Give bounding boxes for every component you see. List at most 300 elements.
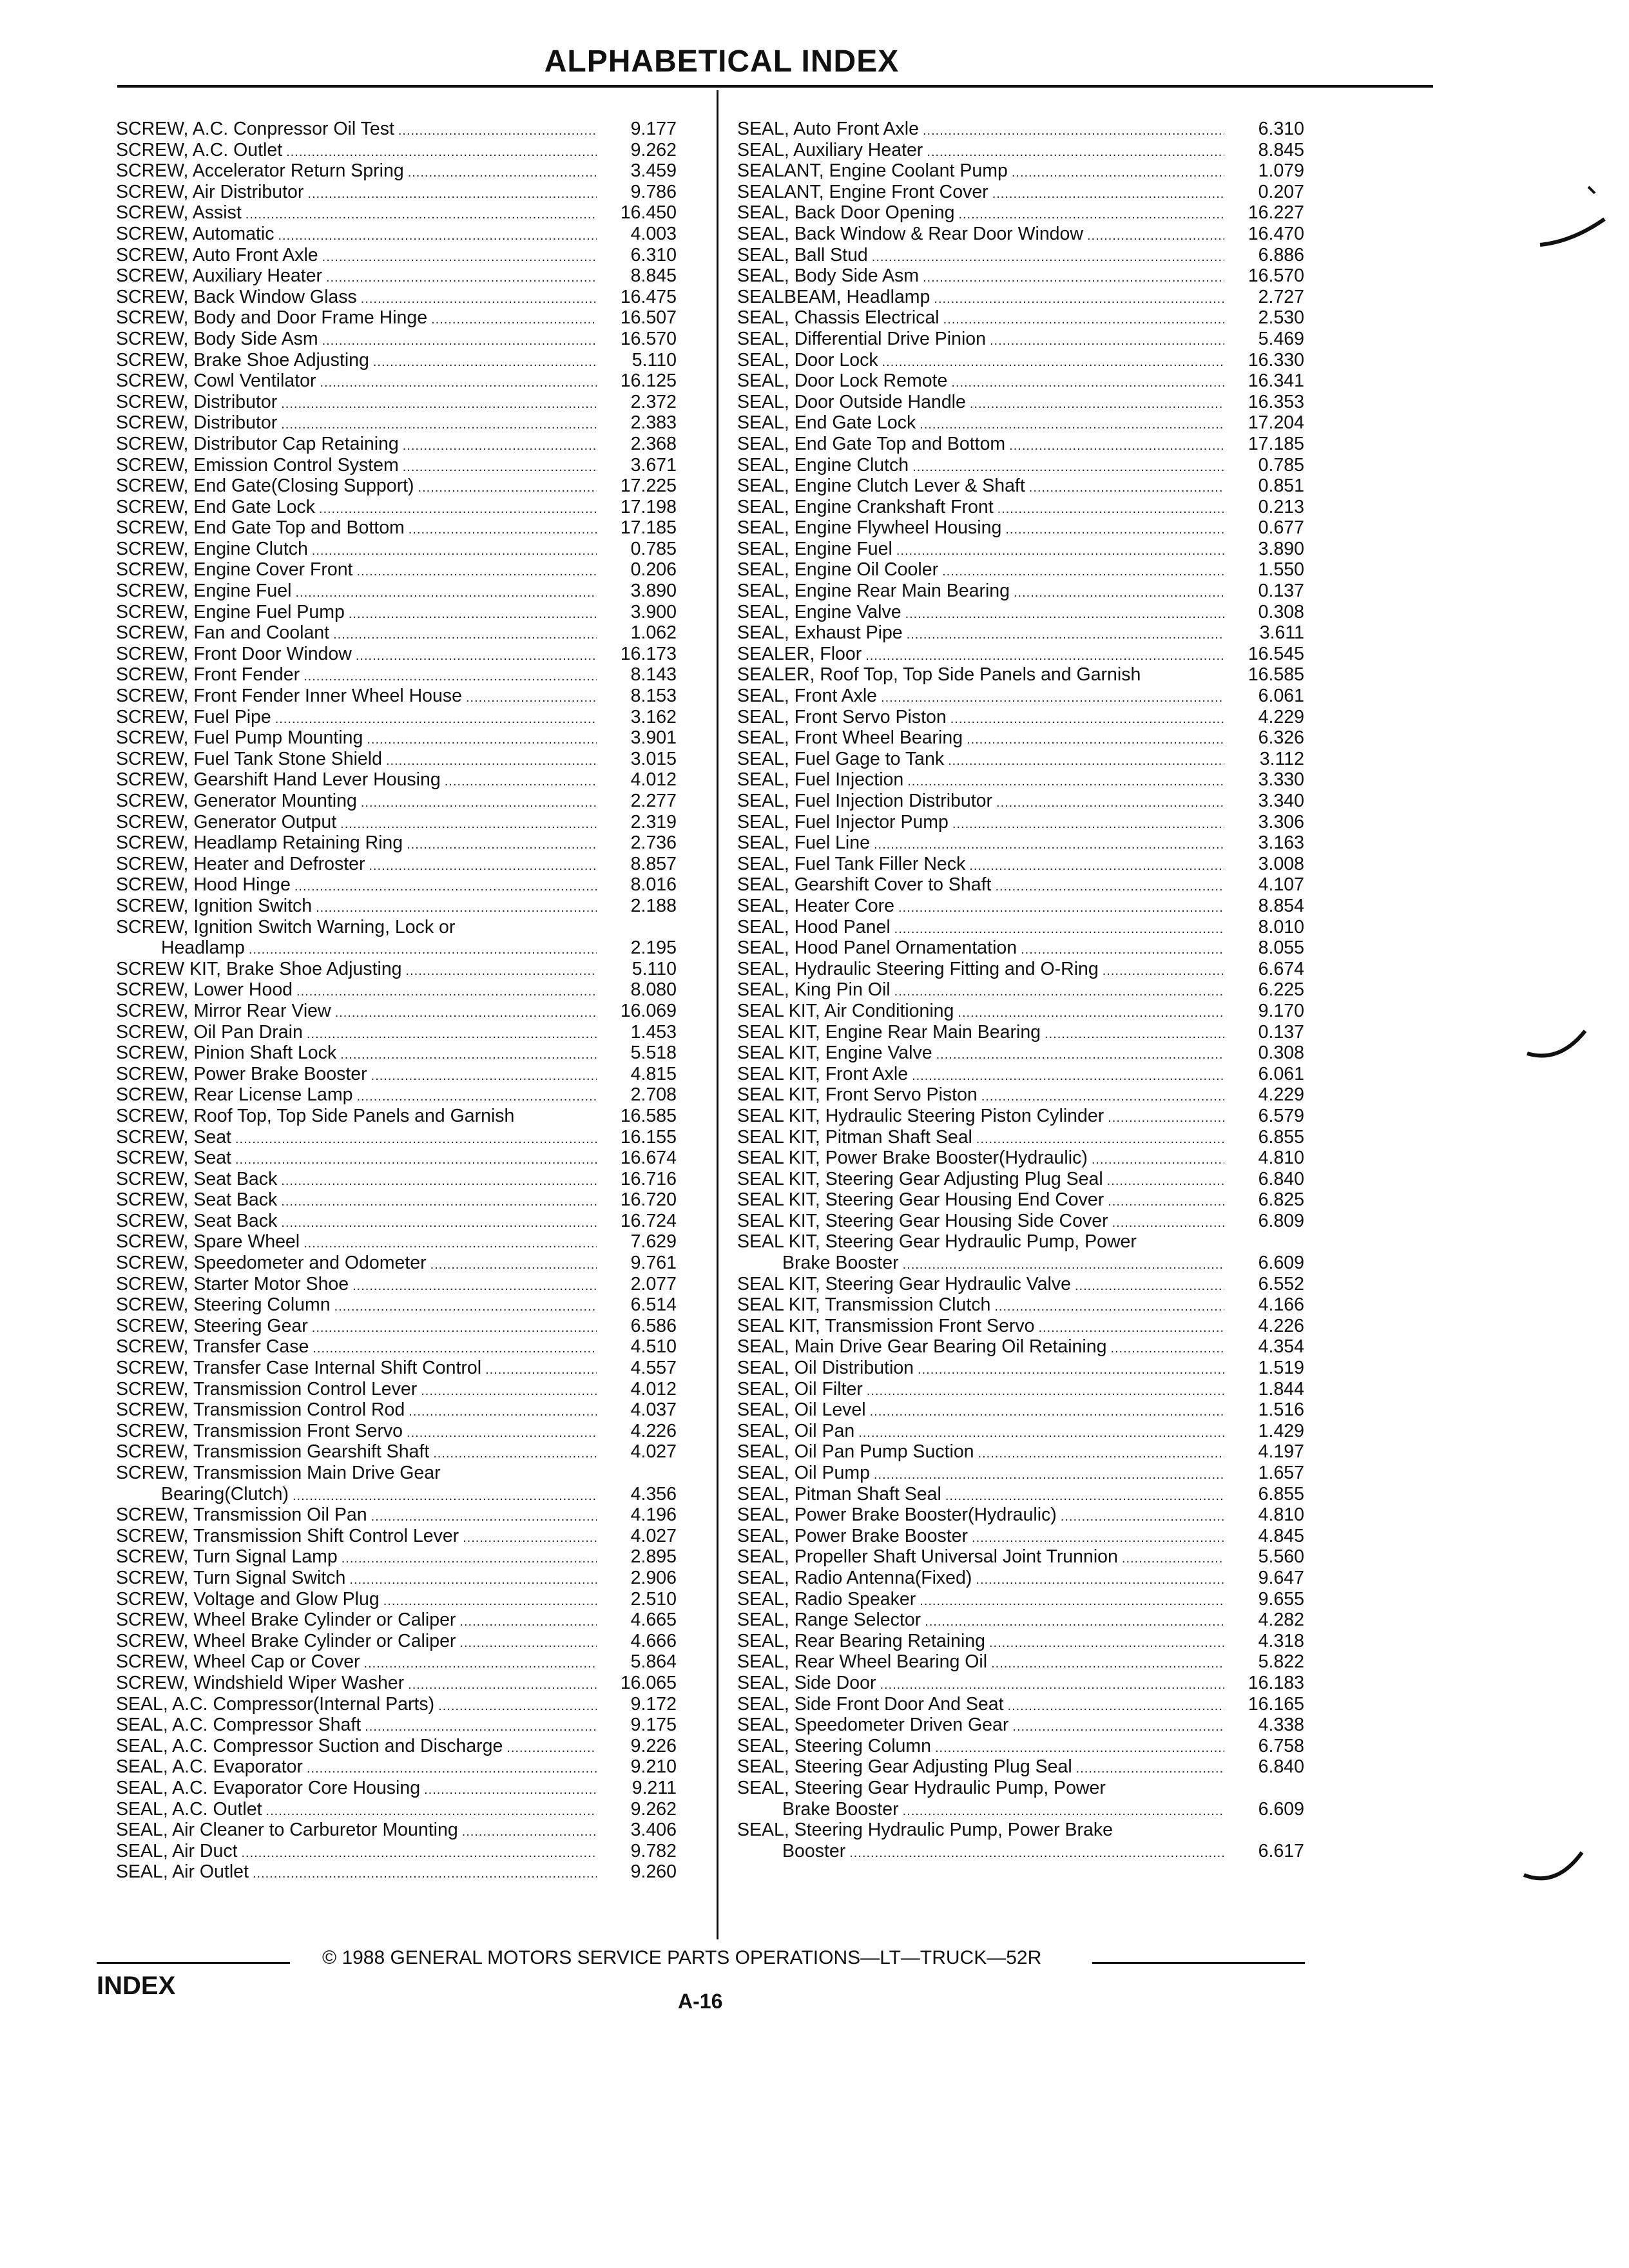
index-entry	[116, 329, 677, 350]
index-entry	[737, 224, 1304, 245]
leader-dots	[1112, 1213, 1224, 1234]
entry-page-number: 16.165	[1248, 1693, 1304, 1715]
entry-name: SEAL KIT, Steering Gear Adjusting Plug Seal	[737, 1168, 1103, 1189]
entry-name: SEAL, Oil Filter	[737, 1378, 863, 1399]
entry-name: SCREW, Transmission Oil Pan	[116, 1504, 367, 1526]
entry-name: SEAL, Oil Pan Pump Suction	[737, 1441, 974, 1463]
index-entry	[737, 1568, 1304, 1589]
leader-dots	[421, 1381, 597, 1402]
title-rule	[117, 85, 1433, 88]
leader-dots	[958, 1003, 1224, 1024]
entry-name: SEAL, Pitman Shaft Seal	[737, 1483, 941, 1504]
leader-dots	[958, 204, 1224, 226]
leader-dots	[858, 1423, 1224, 1444]
page-number: A-16	[678, 1990, 723, 2013]
leader-dots	[304, 1233, 597, 1254]
leader-dots	[903, 1254, 1224, 1276]
index-entry	[737, 832, 1304, 854]
leader-dots	[923, 120, 1224, 142]
index-entry	[737, 1379, 1304, 1400]
entry-name: Headlamp	[161, 937, 245, 959]
leader-dots	[1012, 162, 1224, 184]
entry-name: SCREW, Mirror Rear View	[116, 1000, 331, 1021]
index-entry	[116, 1756, 677, 1778]
leader-dots	[920, 414, 1224, 436]
entry-page-number: 4.338	[1258, 1715, 1304, 1736]
leader-dots	[418, 477, 597, 499]
index-entry	[116, 1001, 677, 1022]
index-entry	[116, 664, 677, 686]
index-entry	[737, 1169, 1304, 1190]
entry-name: SEAL, Air Duct	[116, 1840, 238, 1861]
entry-name: SEAL, Engine Rear Main Bearing	[737, 581, 1010, 602]
entry-page-number: 4.027	[630, 1441, 677, 1463]
entry-name: SCREW, Distributor	[116, 391, 278, 412]
leader-dots	[356, 561, 597, 582]
entry-name: SCREW, Wheel Brake Cylinder or Caliper	[116, 1630, 456, 1651]
entry-name: SCREW, Transmission Main Drive Gear	[116, 1463, 441, 1483]
entry-page-number: 2.510	[630, 1588, 677, 1610]
entry-name: SEAL KIT, Steering Gear Hydraulic Pump, Power	[737, 1231, 1137, 1253]
index-entry	[737, 1526, 1304, 1547]
index-entry	[116, 1504, 677, 1526]
entry-page-number: 3.611	[1259, 622, 1304, 644]
entry-page-number: 0.213	[1258, 496, 1304, 517]
entry-name: SCREW, Emission Control System	[116, 454, 399, 476]
entry-page-number: 16.470	[1248, 223, 1304, 244]
entry-name: SCREW, Generator Mounting	[116, 791, 357, 811]
index-entry	[737, 160, 1304, 182]
leader-dots	[335, 1003, 597, 1024]
entry-page-number: 16.227	[1248, 202, 1304, 224]
entry-name: SEAL, Back Door Opening	[737, 202, 955, 224]
leader-dots	[1008, 1696, 1225, 1717]
leader-dots	[340, 1044, 597, 1066]
entry-page-number: 4.282	[1258, 1610, 1304, 1631]
scan-mark-icon	[1534, 180, 1611, 251]
index-entry	[116, 896, 677, 917]
leader-dots	[1108, 1191, 1224, 1213]
entry-name: SEAL, Gearshift Cover to Shaft	[737, 874, 992, 896]
entry-page-number: 16.450	[620, 202, 677, 224]
index-entry	[737, 140, 1304, 161]
leader-dots	[1012, 1716, 1224, 1738]
entry-page-number: 0.851	[1258, 476, 1304, 497]
leader-dots	[242, 1843, 597, 1864]
entry-name: SCREW, Generator Output	[116, 811, 337, 832]
leader-dots	[246, 204, 597, 226]
index-entry	[116, 959, 677, 980]
entry-name: SEAL KIT, Air Conditioning	[737, 1000, 954, 1021]
leader-dots	[967, 729, 1224, 751]
entry-page-number: 0.308	[1258, 1043, 1304, 1064]
entry-name: SEALBEAM, Headlamp	[737, 286, 930, 307]
entry-name: SEAL, A.C. Compressor Suction and Discharge	[116, 1735, 503, 1756]
entry-name: SEAL, Steering Gear Adjusting Plug Seal	[737, 1756, 1072, 1778]
entry-page-number: 6.840	[1258, 1756, 1304, 1778]
index-entry	[737, 350, 1304, 371]
entry-page-number: 1.657	[1258, 1463, 1304, 1483]
index-entry	[737, 182, 1304, 203]
index-entry	[737, 1084, 1304, 1106]
entry-page-number: 4.810	[1258, 1504, 1304, 1526]
index-entry	[737, 622, 1304, 644]
entry-name: SCREW, Rear License Lamp	[116, 1084, 353, 1106]
entry-page-number: 2.372	[630, 391, 677, 412]
index-entry	[116, 1651, 677, 1673]
index-entry	[737, 392, 1304, 413]
entry-page-number: 6.552	[1258, 1273, 1304, 1294]
leader-dots	[365, 1716, 597, 1738]
entry-page-number: 16.545	[1248, 643, 1304, 664]
index-entry	[737, 707, 1304, 728]
entry-page-number: 16.330	[1248, 349, 1304, 370]
entry-page-number: 4.196	[630, 1504, 677, 1526]
index-entry	[737, 1189, 1304, 1211]
entry-page-number: 1.519	[1258, 1358, 1304, 1379]
entry-page-number: 4.166	[1258, 1294, 1304, 1316]
leader-dots	[882, 352, 1224, 373]
index-entry	[116, 497, 677, 518]
index-entry	[737, 686, 1304, 707]
entry-page-number: 4.197	[1258, 1441, 1304, 1463]
index-entry	[116, 182, 677, 203]
leader-dots	[976, 1129, 1224, 1150]
entry-page-number: 9.262	[630, 1798, 677, 1820]
entry-page-number: 6.886	[1258, 244, 1304, 265]
entry-name: SEAL, Oil Level	[737, 1399, 866, 1421]
entry-page-number: 3.890	[630, 581, 677, 602]
entry-name: SEAL KIT, Transmission Front Servo	[737, 1315, 1035, 1336]
index-entry	[116, 1463, 677, 1484]
entry-page-number: 3.162	[630, 706, 677, 727]
entry-page-number: 4.027	[630, 1525, 677, 1546]
leader-dots	[373, 352, 597, 373]
leader-dots	[1075, 1276, 1224, 1297]
index-entry	[116, 1861, 677, 1883]
entry-name: SEAL, Engine Valve	[737, 601, 901, 622]
entry-page-number: 16.065	[620, 1672, 677, 1693]
index-entry	[737, 1253, 1304, 1274]
entry-page-number: 4.810	[1258, 1148, 1304, 1169]
entry-name: SEAL, Radio Antenna(Fixed)	[737, 1567, 972, 1588]
leader-dots	[275, 709, 597, 730]
leader-dots	[320, 372, 597, 394]
entry-name: SEAL, Body Side Asm	[737, 265, 919, 287]
entry-name: SCREW, Seat Back	[116, 1189, 278, 1211]
index-entry	[737, 1694, 1304, 1715]
index-entry	[116, 1694, 677, 1715]
entry-name: SCREW, Air Distributor	[116, 181, 304, 202]
index-entry	[737, 1841, 1304, 1862]
index-entry	[737, 202, 1304, 224]
leader-dots	[1038, 1318, 1224, 1339]
index-entry	[737, 854, 1304, 875]
entry-page-number: 3.112	[1259, 748, 1304, 769]
entry-name: SEAL, Side Front Door And Seat	[737, 1693, 1004, 1715]
index-entry	[737, 1127, 1304, 1148]
entry-name: SEAL, Rear Bearing Retaining	[737, 1630, 985, 1651]
leader-dots	[278, 226, 597, 247]
index-entry	[737, 602, 1304, 623]
entry-page-number: 2.736	[630, 832, 677, 854]
index-entry	[737, 917, 1304, 938]
leader-dots	[934, 289, 1224, 310]
index-entry	[116, 791, 677, 812]
entry-name: SCREW, Front Fender Inner Wheel House	[116, 686, 462, 707]
leader-dots	[1005, 519, 1224, 541]
entry-name: SEAL, Fuel Injector Pump	[737, 811, 949, 832]
leader-dots	[1092, 1149, 1224, 1171]
entry-page-number: 16.724	[620, 1210, 677, 1231]
leader-dots	[1103, 961, 1224, 982]
entry-page-number: 1.453	[630, 1021, 677, 1043]
entry-name: SCREW, Starter Motor Shoe	[116, 1273, 349, 1294]
leader-dots	[349, 604, 597, 625]
entry-page-number: 9.210	[630, 1756, 677, 1778]
entry-page-number: 9.211	[631, 1777, 677, 1798]
entry-name: SEAL KIT, Transmission Clutch	[737, 1294, 991, 1316]
leader-dots	[364, 1653, 597, 1675]
entry-page-number: 3.406	[630, 1820, 677, 1841]
entry-name: SCREW, Accelerator Return Spring	[116, 160, 404, 182]
index-entry	[737, 1715, 1304, 1736]
leader-dots	[485, 1360, 597, 1381]
entry-page-number: 4.226	[1258, 1315, 1304, 1336]
index-entry	[737, 896, 1304, 917]
index-entry	[737, 581, 1304, 602]
index-entry	[116, 686, 677, 707]
index-entry	[737, 1820, 1304, 1841]
index-entry	[737, 1064, 1304, 1085]
leader-dots	[998, 499, 1224, 520]
entry-name: SCREW, Hood Hinge	[116, 874, 291, 896]
index-entry	[116, 1274, 677, 1295]
index-entry	[737, 1421, 1304, 1442]
entry-page-number: 17.225	[620, 476, 677, 497]
index-entry	[737, 1043, 1304, 1064]
entry-name: SCREW, Back Window Glass	[116, 286, 357, 307]
entry-page-number: 17.185	[1248, 433, 1304, 454]
leader-dots	[969, 856, 1224, 877]
entry-page-number: 16.720	[620, 1189, 677, 1211]
leader-dots	[407, 1423, 597, 1444]
index-entry	[116, 160, 677, 182]
leader-dots	[942, 561, 1224, 582]
entry-name: SCREW, Cowl Ventilator	[116, 370, 316, 392]
entry-page-number: 2.077	[630, 1273, 677, 1294]
index-entry	[116, 1294, 677, 1316]
entry-page-number: 2.383	[630, 412, 677, 434]
entry-name: SCREW, Headlamp Retaining Ring	[116, 832, 403, 854]
index-entry	[737, 1673, 1304, 1694]
index-entry	[116, 1820, 677, 1841]
leader-dots	[990, 331, 1224, 352]
leader-dots	[307, 1024, 597, 1045]
entry-name: SCREW, Assist	[116, 202, 242, 224]
index-entry	[737, 245, 1304, 266]
leader-dots	[334, 1296, 597, 1318]
entry-page-number: 9.647	[1258, 1567, 1304, 1588]
entry-name: SCREW, Heater and Defroster	[116, 853, 365, 874]
index-entry	[737, 497, 1304, 518]
entry-page-number: 3.671	[630, 454, 677, 476]
index-entry	[116, 644, 677, 665]
index-entry	[737, 119, 1304, 140]
entry-name: SEAL, Fuel Injection	[737, 769, 904, 791]
index-entry	[737, 1316, 1304, 1337]
entry-page-number: 17.198	[620, 496, 677, 517]
entry-page-number: 4.107	[1258, 874, 1304, 896]
index-entry	[116, 1399, 677, 1421]
index-entry	[116, 1546, 677, 1568]
entry-name: SCREW, Speedometer and Odometer	[116, 1253, 427, 1274]
entry-page-number: 8.016	[630, 874, 677, 896]
entry-name: SEAL, Power Brake Booster	[737, 1525, 969, 1546]
index-entry	[116, 370, 677, 392]
leader-dots	[978, 1443, 1224, 1465]
entry-name: SEAL, Air Cleaner to Carburetor Mounting	[116, 1820, 458, 1841]
leader-dots	[1108, 1108, 1224, 1129]
leader-dots	[386, 751, 597, 772]
entry-page-number: 3.459	[630, 160, 677, 182]
entry-page-number: 2.906	[630, 1567, 677, 1588]
leader-dots	[1076, 1758, 1224, 1780]
column-divider	[717, 90, 718, 1939]
entry-name: Bearing(Clutch)	[161, 1483, 289, 1504]
leader-dots	[972, 1528, 1224, 1549]
entry-name: SEAL, Power Brake Booster(Hydraulic)	[737, 1504, 1057, 1526]
entry-name: SEAL, Oil Pan	[737, 1420, 855, 1441]
copyright-line: © 1988 GENERAL MOTORS SERVICE PARTS OPERATIONS—LT—TRUCK—52R	[322, 1947, 1042, 1968]
leader-dots	[293, 1486, 597, 1507]
entry-name: SEAL, Chassis Electrical	[737, 307, 940, 329]
entry-page-number: 4.226	[630, 1420, 677, 1441]
entry-name: SEALANT, Engine Coolant Pump	[737, 160, 1008, 182]
leader-dots	[424, 1780, 597, 1801]
entry-name: SEAL, Range Selector	[737, 1610, 921, 1631]
leader-dots	[994, 1296, 1224, 1318]
leader-dots	[870, 1401, 1224, 1423]
entry-page-number: 2.368	[630, 433, 677, 454]
entry-page-number: 8.857	[630, 853, 677, 874]
entry-name: SCREW, Front Fender	[116, 664, 300, 686]
index-entry	[116, 476, 677, 497]
entry-name: SCREW, Gearshift Hand Lever Housing	[116, 769, 441, 791]
index-entry	[116, 1736, 677, 1757]
leader-dots	[356, 1086, 597, 1108]
entry-page-number: 8.080	[630, 979, 677, 1001]
entry-name: SEAL, Fuel Line	[737, 832, 870, 854]
entry-page-number: 0.677	[1258, 517, 1304, 539]
entry-name: SEAL, Ball Stud	[737, 244, 868, 265]
entry-name: SCREW, Lower Hood	[116, 979, 293, 1001]
entry-name: SEAL, Engine Crankshaft Front	[737, 496, 994, 517]
index-entry	[737, 791, 1304, 812]
index-entry	[116, 392, 677, 413]
entry-page-number: 3.340	[1258, 791, 1304, 811]
index-entry	[737, 644, 1304, 665]
entry-page-number: 2.277	[630, 791, 677, 811]
leader-dots	[881, 687, 1224, 709]
entry-page-number: 16.585	[620, 1105, 677, 1126]
leader-dots	[976, 1570, 1224, 1591]
leader-dots	[1045, 1024, 1224, 1045]
leader-dots	[905, 604, 1224, 625]
entry-name: SEAL, Air Outlet	[116, 1861, 249, 1883]
leader-dots	[295, 582, 597, 604]
leader-dots	[408, 162, 597, 184]
index-entry	[116, 1022, 677, 1043]
entry-name: SEAL, A.C. Evaporator	[116, 1756, 303, 1778]
index-entry	[116, 1064, 677, 1085]
entry-page-number: 3.008	[1258, 853, 1304, 874]
entry-page-number: 6.855	[1258, 1483, 1304, 1504]
index-entry	[737, 1001, 1304, 1022]
index-column-left	[116, 119, 677, 1883]
entry-page-number: 6.617	[1258, 1840, 1304, 1861]
index-entry	[737, 287, 1304, 308]
section-label: INDEX	[97, 1972, 176, 2000]
index-entry	[116, 1169, 677, 1190]
entry-page-number: 6.855	[1258, 1126, 1304, 1148]
entry-name: SEAL, Auto Front Axle	[737, 119, 919, 139]
entry-name: SEALER, Roof Top, Top Side Panels and Garnish	[737, 664, 1141, 686]
leader-dots	[333, 624, 597, 646]
leader-dots	[356, 646, 597, 667]
entry-name: SCREW, Transmission Control Rod	[116, 1399, 405, 1421]
entry-page-number: 8.010	[1258, 916, 1304, 937]
entry-name: SCREW, Seat Back	[116, 1168, 278, 1189]
entry-page-number: 16.570	[1248, 265, 1304, 287]
entry-name: SEAL, A.C. Compressor Shaft	[116, 1715, 361, 1736]
index-entry	[116, 1568, 677, 1589]
index-entry	[116, 265, 677, 287]
leader-dots	[398, 120, 597, 142]
leader-dots	[996, 793, 1224, 814]
index-entry	[116, 769, 677, 791]
entry-name: SEAL, Main Drive Gear Bearing Oil Retaining	[737, 1336, 1107, 1358]
entry-page-number: 16.507	[620, 307, 677, 329]
entry-name: SCREW, Fuel Tank Stone Shield	[116, 748, 382, 769]
entry-page-number: 9.226	[630, 1735, 677, 1756]
leader-dots	[951, 372, 1224, 394]
index-entry	[116, 1589, 677, 1610]
index-entry	[737, 1610, 1304, 1631]
leader-dots	[433, 1443, 597, 1465]
entry-name: SCREW, Wheel Cap or Cover	[116, 1651, 360, 1673]
entry-page-number: 4.815	[630, 1063, 677, 1084]
index-entry	[116, 1841, 677, 1862]
entry-page-number: 16.155	[620, 1126, 677, 1148]
scan-mark-icon	[1518, 1843, 1588, 1901]
leader-dots	[1107, 1171, 1224, 1192]
entry-page-number: 3.890	[1258, 538, 1304, 559]
index-entry	[116, 1778, 677, 1799]
leader-dots	[319, 499, 597, 520]
entry-name: SEAL, Exhaust Pipe	[737, 622, 903, 644]
entry-page-number: 2.319	[630, 811, 677, 832]
entry-name: SEAL, Hydraulic Steering Fitting and O-Ring	[737, 958, 1099, 979]
entry-page-number: 4.356	[630, 1483, 677, 1504]
leader-dots	[912, 457, 1224, 478]
entry-name: SCREW, Fuel Pump Mounting	[116, 727, 363, 749]
leader-dots	[403, 436, 597, 457]
leader-dots	[943, 309, 1224, 331]
entry-name: SEAL, Fuel Gage to Tank	[737, 748, 945, 769]
leader-dots	[312, 1318, 597, 1339]
leader-dots	[920, 1591, 1224, 1612]
